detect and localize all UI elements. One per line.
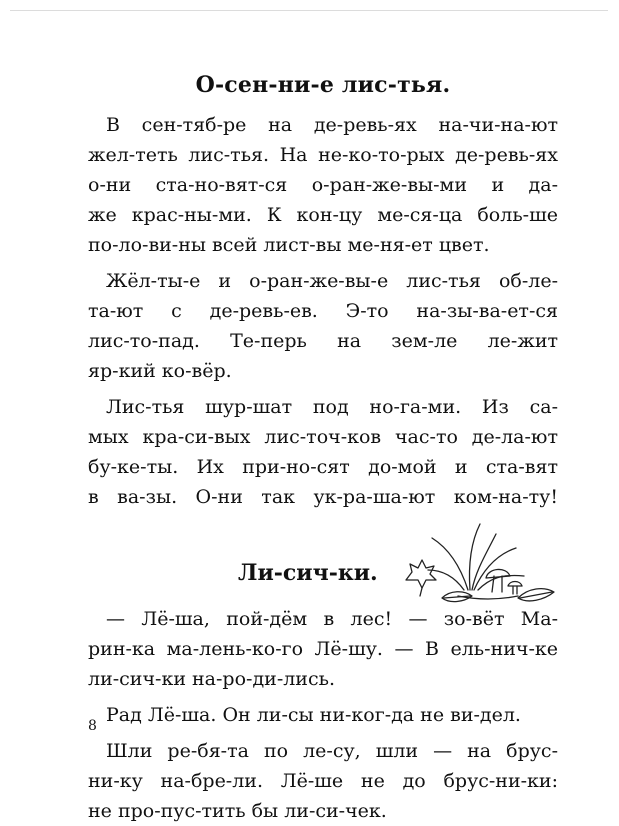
- text-line: лис-то-пад. Те-перь на зем-ле ле-жит: [88, 330, 558, 352]
- page-number: 8: [88, 718, 97, 734]
- text-line: — Лё-ша, пой-дём в лес! — зо-вёт Ма-: [106, 608, 558, 630]
- section2-header: [88, 524, 558, 604]
- top-rule: [10, 10, 608, 11]
- text-line: не про-пус-тить бы ли-си-чек.: [88, 800, 387, 822]
- text-line: жел-теть лис-тья. На не-ко-то-рых де-ревь-ях: [88, 144, 558, 166]
- text-line: по-ло-ви-ны всей лист-вы ме-ня-ет цвет.: [88, 234, 490, 256]
- text-line: же крас-ны-ми. К кон-цу ме-ся-ца боль-ше: [88, 204, 558, 226]
- text-line: ни-ку на-бре-ли. Лё-ше не до брус-ни-ки:: [88, 770, 558, 792]
- section-title-chanterelles: Ли-сич-ки.: [238, 560, 378, 586]
- text-line: та-ют с де-ревь-ев. Э-то на-зы-ва-ет-ся: [88, 300, 558, 322]
- mushrooms-leaves-illustration: [398, 520, 558, 606]
- text-line: бу-ке-ты. Их при-но-сят до-мой и ста-вят: [88, 456, 558, 478]
- paragraph-1: [88, 110, 558, 260]
- paragraph-3: [88, 392, 558, 512]
- text-line: рин-ка ма-лень-ко-го Лё-шу. — В ель-нич-ке: [88, 638, 558, 660]
- text-line: ли-сич-ки на-ро-ди-лись.: [88, 668, 335, 690]
- text-line: Шли ре-бя-та по ле-су, шли — на брус-: [106, 740, 558, 762]
- paragraph-2: [88, 266, 558, 386]
- text-line: В сен-тяб-ре на де-ревь-ях на-чи-на-ют: [106, 114, 558, 136]
- text-line: Рад Лё-ша. Он ли-сы ни-ког-да не ви-дел.: [106, 704, 521, 726]
- paragraph-6: [88, 736, 558, 826]
- text-line: мых кра-си-вых лис-точ-ков час-то де-ла-ют: [88, 426, 558, 448]
- text-line: Лис-тья шур-шат под но-га-ми. Из са-: [106, 396, 558, 418]
- paragraph-4: [88, 604, 558, 694]
- section-title-autumn-leaves: О-сен-ни-е лис-тья.: [195, 72, 451, 98]
- book-page: [88, 72, 558, 826]
- text-line: Жёл-ты-е и о-ран-же-вы-е лис-тья об-ле-: [106, 270, 558, 292]
- paragraph-5: [88, 700, 558, 730]
- text-line: в ва-зы. О-ни так ук-ра-ша-ют ком-на-ту!: [88, 486, 558, 508]
- text-line: о-ни ста-но-вят-ся о-ран-же-вы-ми и да-: [88, 174, 558, 196]
- text-line: яр-кий ко-вёр.: [88, 360, 232, 382]
